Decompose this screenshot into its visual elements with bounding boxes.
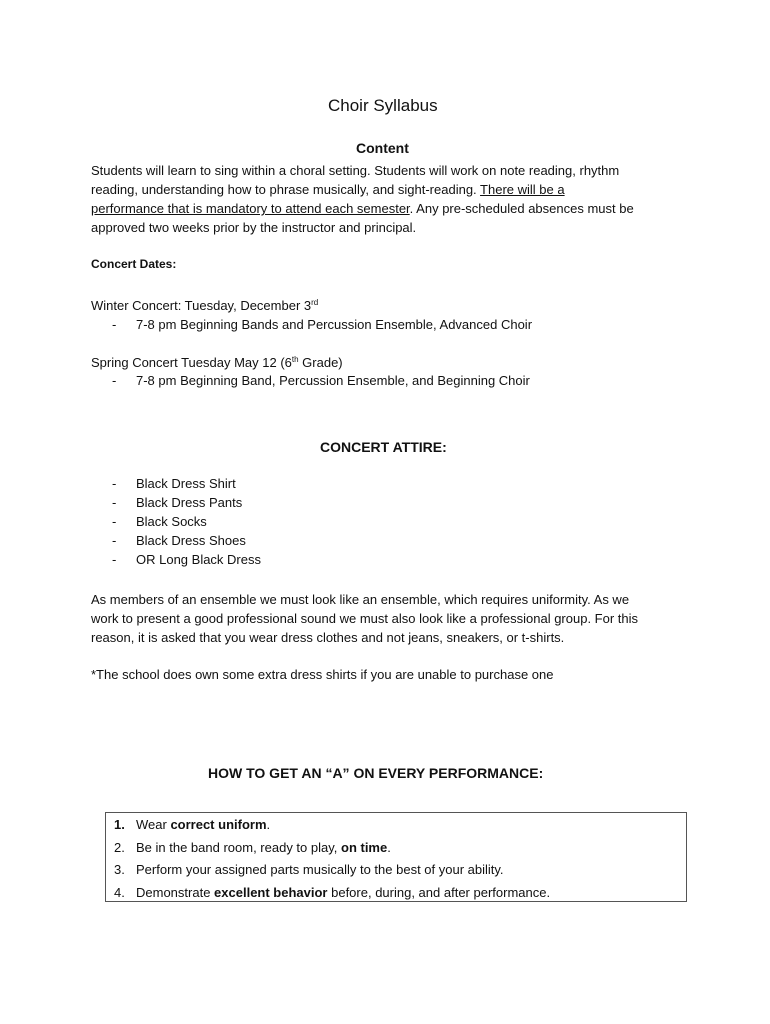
attire-item: Black Socks xyxy=(136,514,207,529)
content-line-2-text: reading, understanding how to phrase musically, and sight-reading. xyxy=(91,182,481,197)
winter-concert-sup: rd xyxy=(311,298,319,307)
mandatory-notice-part-2: performance that is mandatory to attend each semester xyxy=(91,201,410,216)
content-line-1: Students will learn to sing within a choral setting. Students will work on note reading, rhythm xyxy=(91,163,620,178)
uniformity-line-3: reason, it is asked that you wear dress clothes and not jeans, sneakers, or t-shirts. xyxy=(91,630,565,645)
content-paragraph xyxy=(91,161,634,237)
attire-item: Black Dress Pants xyxy=(136,495,243,510)
grading-item-text-end: . xyxy=(387,840,391,855)
attire-dash: - xyxy=(112,476,117,491)
grading-item-text: Demonstrate xyxy=(136,885,215,900)
content-heading: Content xyxy=(356,140,409,156)
spring-concert-text-b: Grade) xyxy=(298,355,343,370)
attire-item: OR Long Black Dress xyxy=(136,552,261,567)
content-line-4: approved two weeks prior by the instructor and principal. xyxy=(91,220,417,235)
spring-concert-title xyxy=(91,353,343,372)
grading-item-text: Perform your assigned parts musically to the best of your ability. xyxy=(136,862,504,877)
grading-heading: HOW TO GET AN “A” ON EVERY PERFORMANCE: xyxy=(208,765,544,781)
attire-dash: - xyxy=(112,552,117,567)
spring-concert-detail: 7-8 pm Beginning Band, Percussion Ensemble, and Beginning Choir xyxy=(136,373,530,388)
content-line-3-text: . Any pre-scheduled absences must be xyxy=(409,201,634,216)
concert-dates-heading: Concert Dates: xyxy=(91,257,177,271)
winter-concert-title xyxy=(91,296,318,315)
spring-concert-sup: th xyxy=(291,355,299,364)
grading-item xyxy=(136,817,270,832)
uniformity-line-2: work to present a good professional sound we must also look like a professional group. For this xyxy=(91,611,639,626)
grading-item-text: Wear xyxy=(136,817,171,832)
attire-item: Black Dress Shoes xyxy=(136,533,246,548)
attire-dash: - xyxy=(112,495,117,510)
grading-item-number: 4. xyxy=(114,885,125,900)
grading-item-number: 1. xyxy=(114,817,125,832)
spring-concert-text-a: Spring Concert Tuesday May 12 (6 xyxy=(91,355,292,370)
grading-item-text-end: . xyxy=(266,817,271,832)
attire-heading: CONCERT ATTIRE: xyxy=(320,439,447,455)
winter-detail-dash: - xyxy=(112,317,117,332)
content-line-3 xyxy=(91,199,634,218)
winter-concert-detail: 7-8 pm Beginning Bands and Percussion Ensemble, Advanced Choir xyxy=(136,317,533,332)
document-title: Choir Syllabus xyxy=(328,96,438,115)
grading-item-emphasis: on time xyxy=(341,840,388,855)
winter-concert-text: Winter Concert: Tuesday, December 3 xyxy=(91,298,312,313)
grading-item-emphasis: correct uniform xyxy=(170,817,267,832)
grading-item-text-end: before, during, and after performance. xyxy=(327,885,551,900)
content-line-2 xyxy=(91,180,634,199)
attire-dash: - xyxy=(112,514,117,529)
grading-item-number: 3. xyxy=(114,862,125,877)
grading-item xyxy=(136,862,504,877)
grading-item-emphasis: excellent behavior xyxy=(214,885,328,900)
grading-item-text: Be in the band room, ready to play, xyxy=(136,840,341,855)
grading-item-number: 2. xyxy=(114,840,125,855)
uniformity-paragraph xyxy=(91,590,638,647)
grading-item xyxy=(136,840,391,855)
mandatory-notice-part-1: There will be a xyxy=(480,182,565,197)
grading-item xyxy=(136,885,550,900)
spring-detail-dash: - xyxy=(112,373,117,388)
attire-dash: - xyxy=(112,533,117,548)
attire-item: Black Dress Shirt xyxy=(136,476,236,491)
dress-shirt-note: *The school does own some extra dress shirts if you are unable to purchase one xyxy=(91,667,554,682)
uniformity-line-1: As members of an ensemble we must look like an ensemble, which requires uniformity. As we xyxy=(91,592,630,607)
grading-box xyxy=(105,812,687,902)
